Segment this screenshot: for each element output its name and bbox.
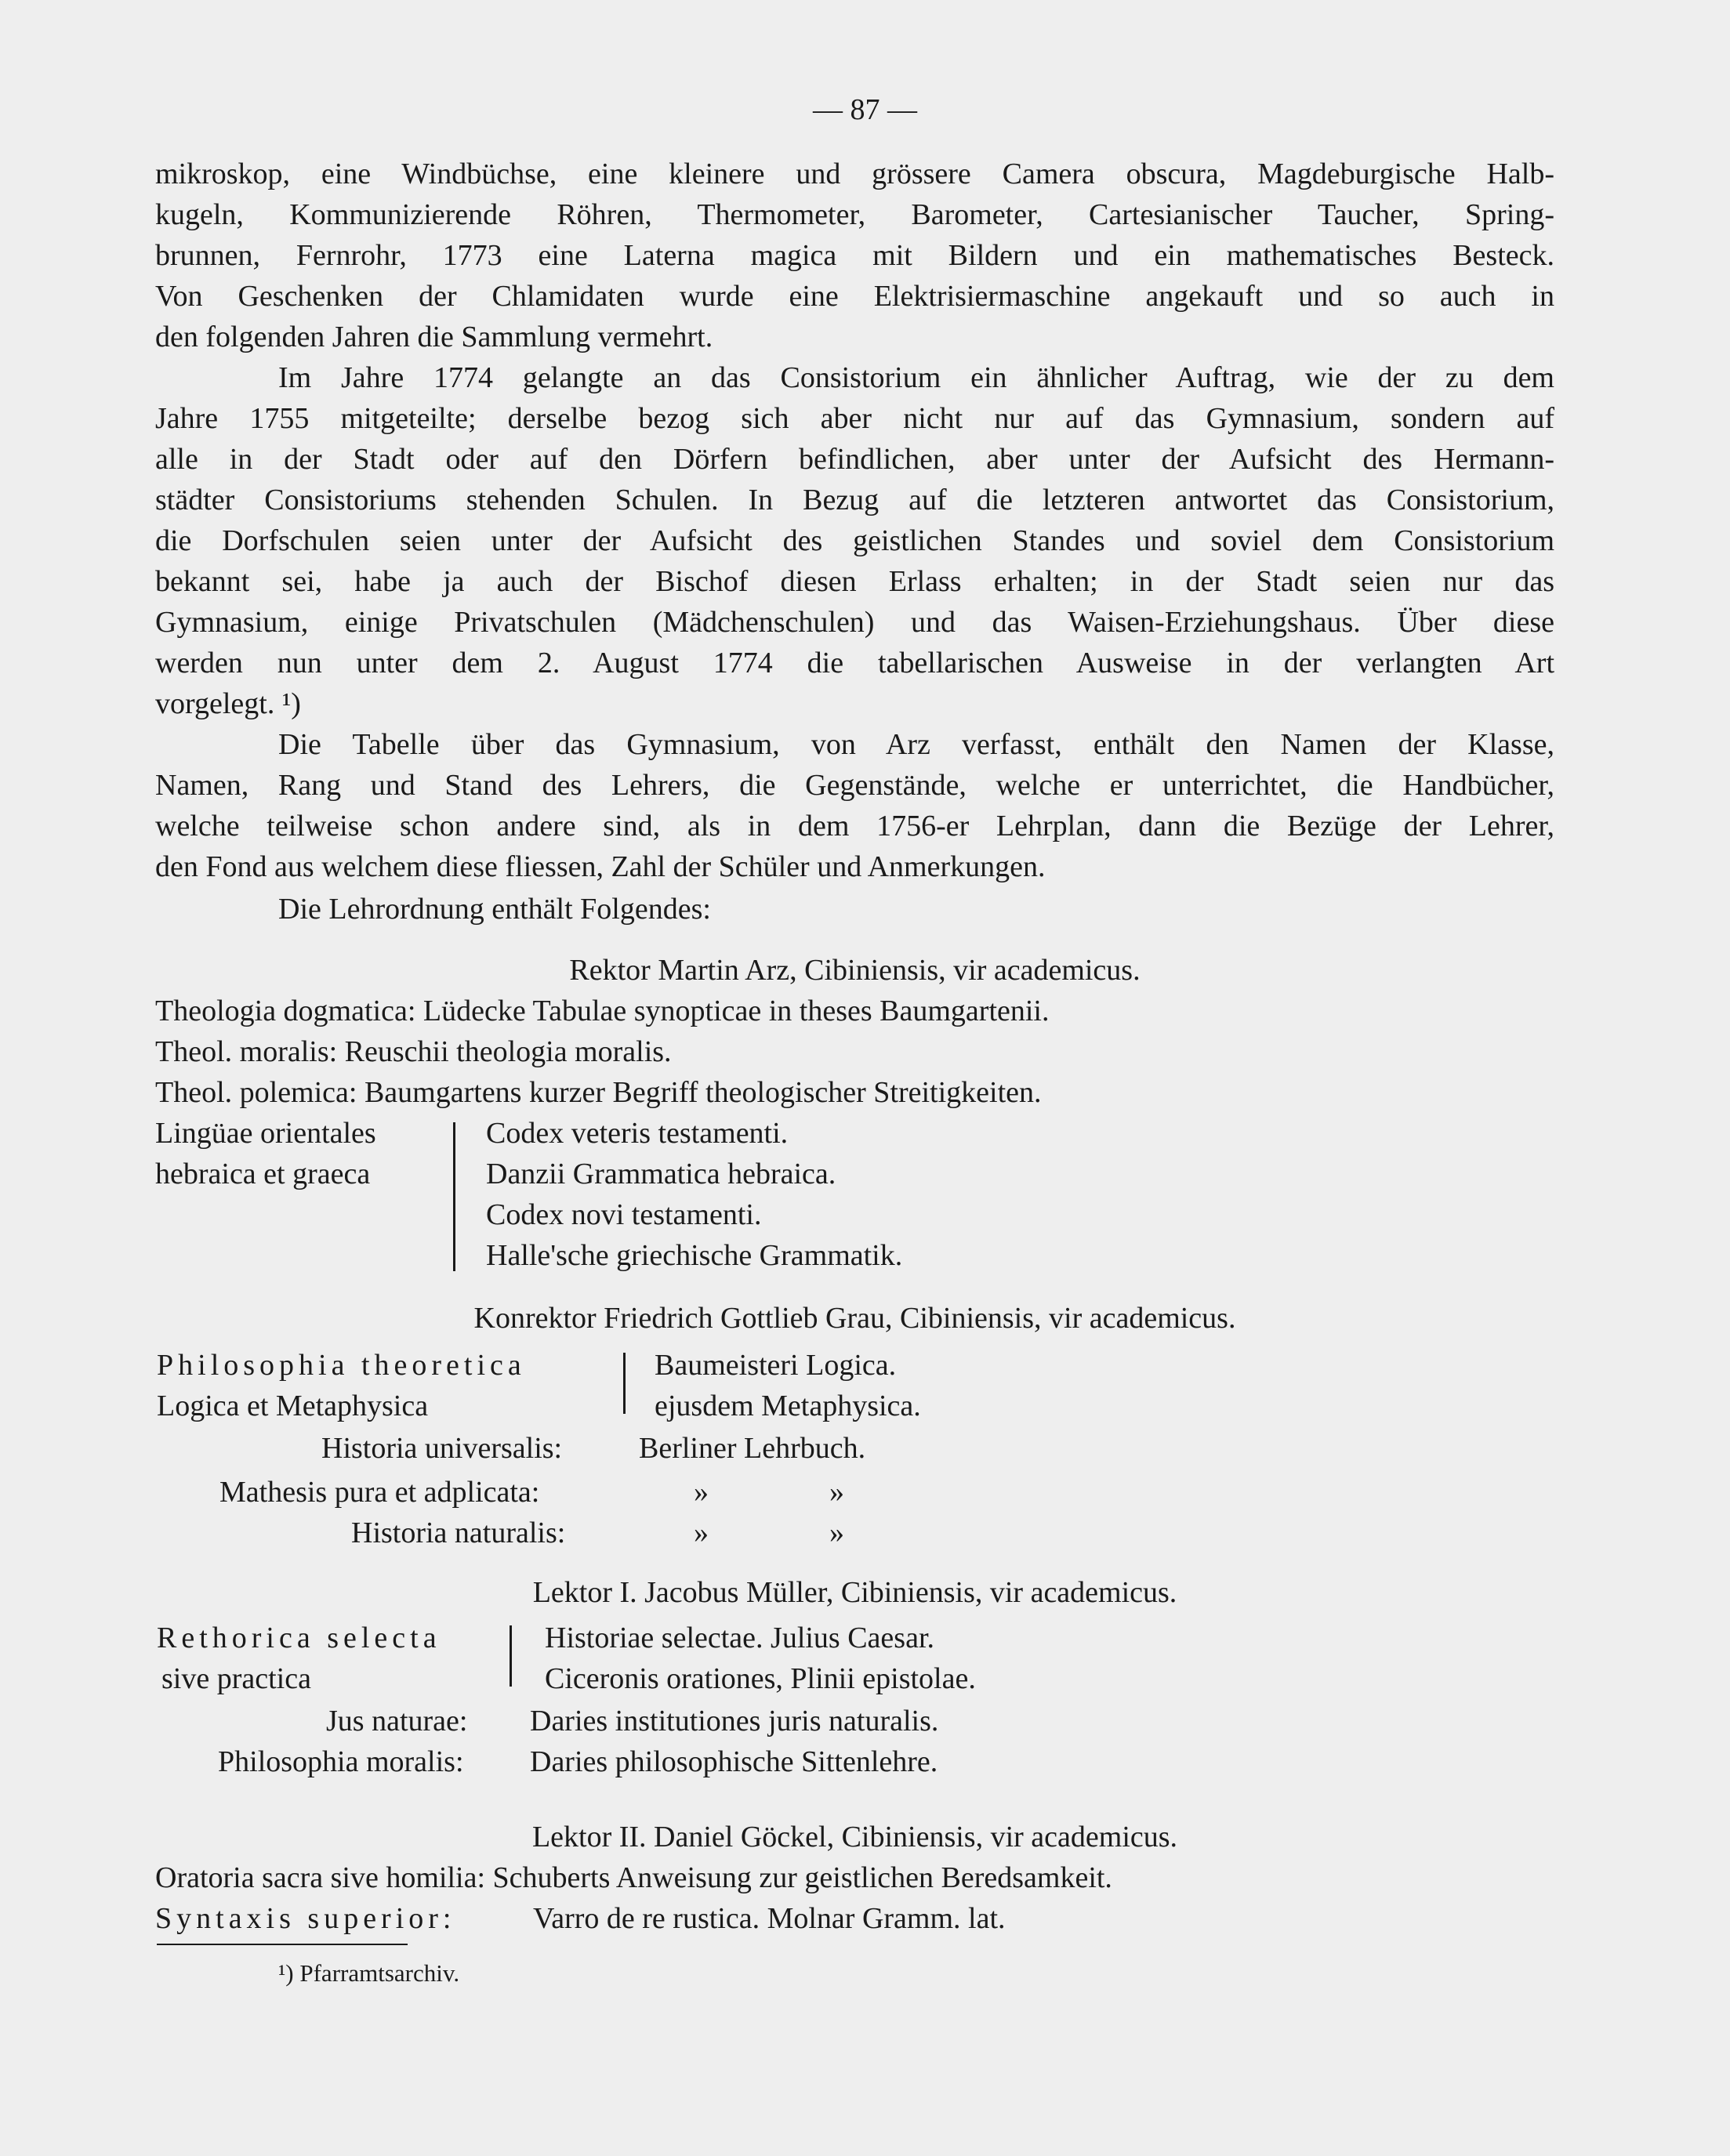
lektor2-subject: Syntaxis superior: (155, 1902, 456, 1935)
konrektor-left-label: Philosophia theoretica (157, 1349, 526, 1382)
para3-line: Namen, Rang und Stand des Lehrers, die Gegenstände, welche er unterrichtet, die Handbücher, (155, 769, 1554, 802)
brace (502, 1625, 512, 1687)
lektor1-subject: Philosophia moralis: (218, 1745, 464, 1778)
para2-line: Gymnasium, einige Privatschulen (Mädchenschulen) und das Waisen-Erziehungshaus. Über diese (155, 606, 1554, 639)
rektor-heading: Rektor Martin Arz, Cibiniensis, vir academicus. (569, 954, 1141, 987)
para2-line: Im Jahre 1774 gelangte an das Consistorium ein ähnlicher Auftrag, wie der zu dem (278, 361, 1554, 394)
lektor1-left-label: Rethorica selecta (157, 1622, 441, 1654)
footnote-rule (157, 1944, 408, 1945)
lektor1-heading: Lektor I. Jacobus Müller, Cibiniensis, vir academicus. (532, 1576, 1177, 1609)
konrektor-book: ejusdem Metaphysica. (655, 1390, 921, 1422)
para1-line: Von Geschenken der Chlamidaten wurde eine Elektrisiermaschine angekauft und so auch in (155, 280, 1554, 313)
lektor1-left-label: sive practica (161, 1662, 311, 1695)
lektor2-heading: Lektor II. Daniel Göckel, Cibiniensis, vir academicus. (531, 1821, 1178, 1853)
rektor-book: Codex veteris testamenti. (486, 1117, 789, 1150)
rektor-book: Halle'sche griechische Grammatik. (486, 1239, 903, 1272)
para4-line: Die Lehrordnung enthält Folgendes: (278, 893, 711, 926)
lektor1-subject: Jus naturae: (326, 1705, 468, 1737)
lektor1-book: Ciceronis orationes, Plinii epistolae. (545, 1662, 976, 1695)
para3-line: welche teilweise schon andere sind, als in dem 1756-er Lehrplan, dann die Bezüge der Lehrer, (155, 810, 1554, 842)
para1-line: brunnen, Fernrohr, 1773 eine Laterna magica mit Bildern und ein mathematisches Besteck. (155, 239, 1554, 272)
para2-line: alle in der Stadt oder auf den Dörfern befindlichen, aber unter der Aufsicht des Hermann- (155, 443, 1554, 476)
konrektor-heading: Konrektor Friedrich Gottlieb Grau, Cibiniensis, vir academicus. (473, 1302, 1236, 1335)
brace (445, 1122, 455, 1271)
konrektor-book: Berliner Lehrbuch. (639, 1432, 866, 1465)
para2-line: die Dorfschulen seien unter der Aufsicht des geistlichen Standes und soviel dem Consistorium (155, 524, 1554, 557)
konrektor-left-label: Logica et Metaphysica (157, 1390, 429, 1422)
para2-line: vorgelegt. ¹) (155, 687, 301, 720)
rektor-book: Codex novi testamenti. (486, 1198, 762, 1231)
para1-line: kugeln, Kommunizierende Röhren, Thermometer, Barometer, Cartesianischer Taucher, Spring- (155, 198, 1554, 231)
page-number: — 87 — (813, 93, 917, 126)
footnote: ¹) Pfarramtsarchiv. (278, 1959, 460, 1987)
ditto-mark: » (829, 1516, 844, 1549)
lektor2-line: Oratoria sacra sive homilia: Schuberts Anweisung zur geistlichen Beredsamkeit. (155, 1861, 1112, 1894)
ditto-mark: » (694, 1476, 709, 1509)
para2-line: werden nun unter dem 2. August 1774 die tabellarischen Ausweise in der verlangten Art (155, 647, 1554, 679)
lektor2-book: Varro de re rustica. Molnar Gramm. lat. (533, 1902, 1006, 1935)
rektor-left-label: hebraica et graeca (155, 1158, 371, 1190)
brace (615, 1353, 626, 1414)
para2-line: Jahre 1755 mitgeteilte; derselbe bezog sich aber nicht nur auf das Gymnasium, sondern auf (155, 402, 1554, 435)
rektor-line: Theol. moralis: Reuschii theologia moralis. (155, 1035, 672, 1068)
rektor-book: Danzii Grammatica hebraica. (486, 1158, 836, 1190)
konrektor-subject: Historia universalis: (321, 1432, 563, 1465)
konrektor-subject: Historia naturalis: (351, 1516, 566, 1549)
rektor-left-label: Lingüae orientales (155, 1117, 376, 1150)
para3-line: Die Tabelle über das Gymnasium, von Arz verfasst, enthält den Namen der Klasse, (278, 728, 1554, 761)
konrektor-book: Baumeisteri Logica. (655, 1349, 897, 1382)
ditto-mark: » (694, 1516, 709, 1549)
konrektor-subject: Mathesis pura et adplicata: (219, 1476, 540, 1509)
para3-line: den Fond aus welchem diese fliessen, Zahl der Schüler und Anmerkungen. (155, 850, 1046, 883)
ditto-mark: » (829, 1476, 844, 1509)
lektor1-book: Daries institutiones juris naturalis. (530, 1705, 939, 1737)
para1-line: mikroskop, eine Windbüchse, eine kleinere und grössere Camera obscura, Magdeburgische Halb- (155, 158, 1554, 190)
para2-line: bekannt sei, habe ja auch der Bischof diesen Erlass erhalten; in der Stadt seien nur das (155, 565, 1554, 598)
lektor1-book: Daries philosophische Sittenlehre. (530, 1745, 938, 1778)
para1-line: den folgenden Jahren die Sammlung vermehrt. (155, 321, 713, 353)
rektor-line: Theol. polemica: Baumgartens kurzer Begriff theologischer Streitigkeiten. (155, 1076, 1042, 1109)
para2-line: städter Consistoriums stehenden Schulen. In Bezug auf die letzteren antwortet das Consistorium, (155, 484, 1554, 516)
lektor1-book: Historiae selectae. Julius Caesar. (545, 1622, 935, 1654)
rektor-line: Theologia dogmatica: Lüdecke Tabulae synopticae in theses Baumgartenii. (155, 995, 1050, 1027)
